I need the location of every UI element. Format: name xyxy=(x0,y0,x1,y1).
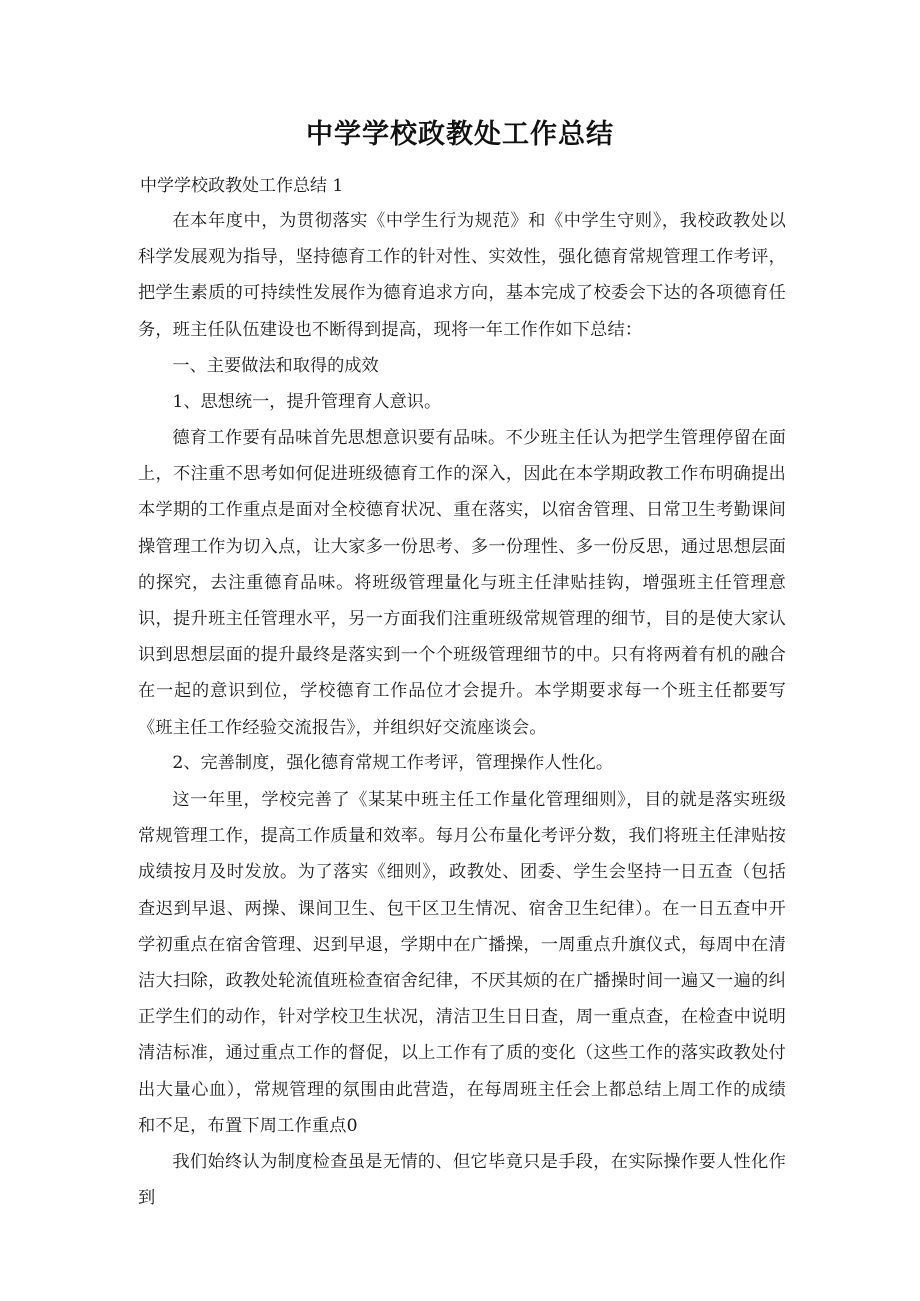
document-subtitle: 中学学校政教处工作总结 1 xyxy=(140,176,344,196)
item-heading-2: 2、完善制度，强化德育常规工作考评，管理操作人性化。 xyxy=(172,753,614,773)
section-heading-1: 一、主要做法和取得的成效 xyxy=(172,356,379,376)
item-heading-1: 1、思想统一，提升管理育人意识。 xyxy=(172,392,442,412)
item-body-2-continued: 我们始终认为制度检查虽是无情的、但它毕竟只是手段，在实际操作要人性化作到 xyxy=(138,1152,786,1209)
document-title: 中学学校政教处工作总结 xyxy=(306,119,614,150)
item-body-1: 德育工作要有品味首先思想意识要有品味。不少班主任认为把学生管理停留在面上，不注重不思考如何促进班级德育工作的深入，因此在本学期政教工作布明确提出本学期的工作重点是面对全校德育状况、重在落实，以宿舍管理、日常卫生考勤课间操管理工作为切入点，让大家多一份思考、多一份理性、多一份反思，通过思想层面的探究，去注重德育品味。将班级管理量化与班主任津贴挂钩，增强班主任管理意识，提升班主任管理水平，另一方面我们注重班级常规管理的细节，目的是使大家认识到思想层面的提升最终是落实到一个个班级管理细节的中。只有将两着有机的融合在一起的意识到位，学校德育工作品位才会提升。本学期要求每一个班主任都要写《班主任工作经验交流报告》，并组织好交流座谈会。 xyxy=(138,428,786,738)
intro-paragraph: 在本年度中，为贯彻落实《中学生行为规范》和《中学生守则》，我校政教处以科学发展观为指导，坚持德育工作的针对性、实效性，强化德育常规管理工作考评，把学生素质的可持续性发展作为德育追求方向，基本完成了校委会下达的各项德育任务，班主任队伍建设也不断得到提高，现将一年工作作如下总结： xyxy=(138,211,786,340)
item-body-2: 这一年里，学校完善了《某某中班主任工作量化管理细则》，目的就是落实班级常规管理工作，提高工作质量和效率。每月公布量化考评分数，我们将班主任津贴按成绩按月及时发放。为了落实《细则》，政教处、团委、学生会坚持一日五查（包括查迟到早退、两操、课间卫生、包干区卫生情况、宿舍卫生纪律）。在一日五查中开学初重点在宿舍管理、迟到早退，学期中在广播操，一周重点升旗仪式，每周中在清洁大扫除，政教处轮流值班检查宿舍纪律，不厌其烦的在广播操时间一遍又一遍的纠正学生们的动作，针对学校卫生状况，清洁卫生日日查，周一重点查，在检查中说明清洁标准，通过重点工作的督促，以上工作有了质的变化（这些工作的落实政教处付出大量心血），常规管理的氛围由此营造，在每周班主任会上都总结上周工作的成绩和不足，布置下周工作重点0 xyxy=(138,790,786,1136)
